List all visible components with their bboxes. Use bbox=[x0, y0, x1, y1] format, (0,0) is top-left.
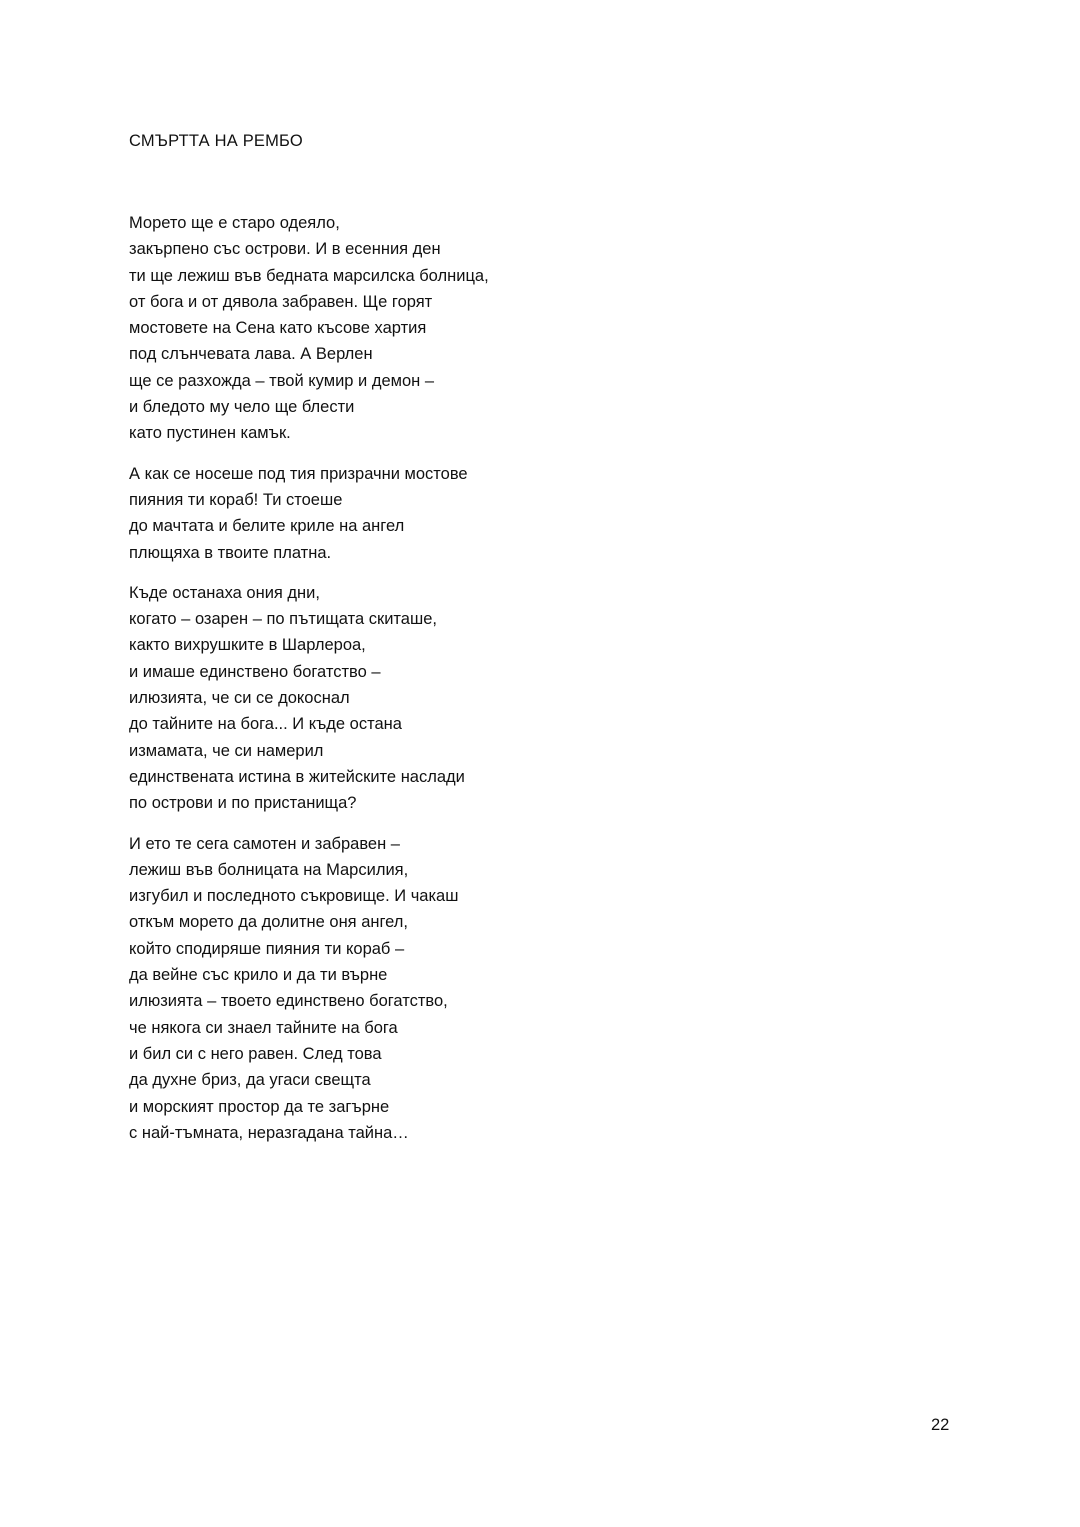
poem-line: когато – озарен – по пътищата скиташе, bbox=[129, 610, 437, 629]
poem-line: Морето ще е старо одеяло, bbox=[129, 214, 340, 232]
poem-line: че някога си знаел тайните на бога bbox=[129, 1018, 398, 1037]
poem-title: СМЪРТТА НА РЕМБО bbox=[129, 132, 303, 150]
poem-line: лежиш във болницата на Марсилия, bbox=[129, 860, 409, 879]
poem-line: и бледото му чело ще блести bbox=[129, 398, 355, 417]
poem-line: с най-тъмната, неразгадана тайна… bbox=[129, 1123, 409, 1142]
poem-line: ти ще лежиш във бедната марсилска болница, bbox=[129, 266, 489, 285]
poem-line: мостовете на Сена като късове хартия bbox=[129, 319, 427, 338]
poem-line: единствената истина в житейските наслади bbox=[129, 767, 465, 786]
poem-line: закърпено със острови. И в есенния ден bbox=[129, 240, 441, 259]
poem-line: И ето те сега самотен и забравен – bbox=[129, 834, 400, 853]
stanza-2 bbox=[129, 461, 829, 566]
poem-line: плющяха в твоите платна. bbox=[129, 543, 332, 562]
poem-line: и морският простор да те загърне bbox=[129, 1097, 390, 1116]
poem-line: като пустинен камък. bbox=[129, 424, 291, 443]
poem-line: да вейне със крило и да ти върне bbox=[129, 966, 388, 985]
poem-line: и имаше единствено богатство – bbox=[129, 662, 381, 681]
poem-line: от бога и от дявола забравен. Ще горят bbox=[129, 292, 433, 311]
stanza-4 bbox=[129, 831, 829, 1147]
poem-line: по острови и по пристанища? bbox=[129, 794, 357, 813]
poem-line: както вихрушките в Шарлероа, bbox=[129, 636, 366, 655]
poem-line: измамата, че си намерил bbox=[129, 741, 324, 760]
poem-line: пияния ти кораб! Ти стоеше bbox=[129, 490, 343, 509]
poem-line: да духне бриз, да угаси свещта bbox=[129, 1071, 371, 1090]
poem-line: който сподиряше пияния ти кораб – bbox=[129, 939, 405, 958]
poem-line: А как се носеше под тия призрачни мостове bbox=[129, 464, 468, 483]
poem-line: изгубил и последното съкровище. И чакаш bbox=[129, 887, 459, 906]
poem-line: илюзията, че си се докоснал bbox=[129, 689, 350, 708]
poem-line: под слънчевата лава. А Верлен bbox=[129, 345, 373, 364]
poem-line: до тайните на бога... И къде остана bbox=[129, 715, 402, 734]
stanza-1 bbox=[129, 210, 829, 447]
poem-line: и бил си с него равен. След това bbox=[129, 1044, 382, 1063]
poem-line: до мачтата и белите криле на ангел bbox=[129, 517, 405, 536]
stanza-3 bbox=[129, 580, 829, 817]
poem-body bbox=[129, 210, 829, 1160]
poem-line: илюзията – твоето единствено богатство, bbox=[129, 992, 448, 1011]
poem-line: ще се разхожда – твой кумир и демон – bbox=[129, 371, 435, 390]
poem-line: Къде останаха ония дни, bbox=[129, 583, 320, 602]
poem-line: откъм морето да долитне оня ангел, bbox=[129, 913, 408, 932]
page-number: 22 bbox=[931, 1416, 950, 1434]
